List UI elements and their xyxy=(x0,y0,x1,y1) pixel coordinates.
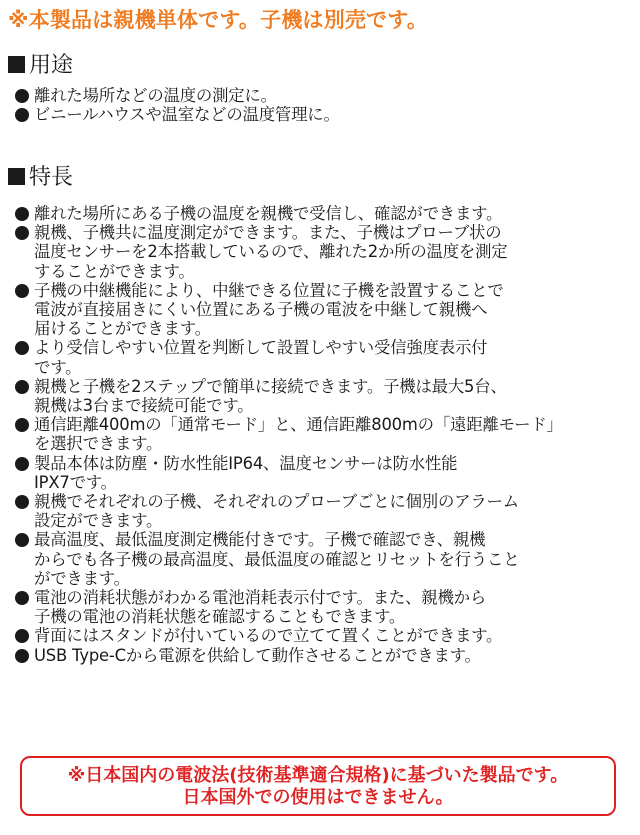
list-item-text: 通信距離400mの「通常モード」と、通信距離800mの「遠距離モード」 を選択できます。 xyxy=(34,415,563,454)
list-item xyxy=(14,530,630,588)
list-item-text: 電池の消耗状態がわかる電池消耗表示付です。また、親機から 子機の電池の消耗状態を確認することもできます。 xyxy=(34,588,487,627)
list-item xyxy=(14,588,630,626)
list-item xyxy=(14,204,630,223)
list-item xyxy=(14,377,630,415)
list-item xyxy=(14,646,630,665)
list-item xyxy=(14,338,630,376)
list-item-text: 製品本体は防塵・防水性能IP64、温度センサーは防水性能 IPX7です。 xyxy=(34,453,458,492)
features-heading xyxy=(8,164,73,192)
list-item-text: 離れた場所などの温度の測定に。 xyxy=(34,86,277,105)
list-item-text: 親機でそれぞれの子機、それぞれのプローブごとに個別のアラーム 設定ができます。 xyxy=(34,492,519,531)
bullet-icon xyxy=(15,418,29,432)
list-item-text: 子機の中継機能により、中継できる位置に子機を設置することで 電波が直接届きにくい位置にある子機の電波を中継して親機へ 届けることができます。 xyxy=(34,280,504,339)
uses-heading xyxy=(8,52,73,80)
features-heading-label: 特長 xyxy=(29,165,74,190)
bullet-icon xyxy=(15,207,29,221)
list-item-text: 離れた場所にある子機の温度を親機で受信し、確認ができます。 xyxy=(34,204,503,223)
bullet-icon xyxy=(15,108,29,122)
features-list xyxy=(14,204,630,665)
uses-list xyxy=(14,86,630,124)
bullet-icon xyxy=(15,629,29,643)
square-bullet-icon xyxy=(8,56,25,73)
bullet-icon xyxy=(15,226,29,240)
list-item-text: ビニールハウスや温室などの温度管理に。 xyxy=(34,105,340,125)
bullet-icon xyxy=(15,649,29,663)
list-item-text: USB Type-Cから電源を供給して動作させることができます。 xyxy=(34,645,481,665)
bullet-icon xyxy=(15,495,29,509)
list-item xyxy=(14,281,630,339)
list-item xyxy=(14,86,630,105)
list-item xyxy=(14,454,630,492)
bullet-icon xyxy=(15,284,29,298)
bullet-icon xyxy=(15,457,29,471)
uses-heading-label: 用途 xyxy=(29,53,74,78)
list-item-text: 親機と子機を2ステップで簡単に接続できます。子機は最大5台、 親機は3台まで接続可能です。 xyxy=(34,376,507,416)
list-item xyxy=(14,626,630,645)
square-bullet-icon xyxy=(8,168,25,185)
list-item-text: 親機、子機共に温度測定ができます。また、子機はプローブ状の 温度センサーを2本搭載しているので、離れた2か所の温度を測定 することができます。 xyxy=(34,223,508,281)
list-item xyxy=(14,415,630,453)
radio-law-notice-line-2: 日本国外での使用はできません。 xyxy=(182,787,454,808)
list-item-text: より受信しやすい位置を判断して設置しやすい受信強度表示付 です。 xyxy=(34,338,488,377)
bullet-icon xyxy=(15,591,29,605)
list-item xyxy=(14,223,630,281)
list-item xyxy=(14,492,630,530)
bullet-icon xyxy=(15,89,29,103)
list-item xyxy=(14,105,630,124)
radio-law-notice-box xyxy=(20,756,616,816)
list-item-text: 最高温度、最低温度測定機能付きです。子機で確認でき、親機 からでも各子機の最高温度、最低温度の確認とリセットを行うこと ができます。 xyxy=(34,530,520,588)
bullet-icon xyxy=(15,533,29,547)
radio-law-notice-line-1: ※日本国内の電波法(技術基準適合規格)に基づいた製品です。 xyxy=(67,765,569,786)
sold-separately-notice: ※本製品は親機単体です。子機は別売です。 xyxy=(8,8,429,32)
list-item-text: 背面にはスタンドが付いているので立てて置くことができます。 xyxy=(34,626,503,646)
bullet-icon xyxy=(15,380,29,394)
bullet-icon xyxy=(15,341,29,355)
